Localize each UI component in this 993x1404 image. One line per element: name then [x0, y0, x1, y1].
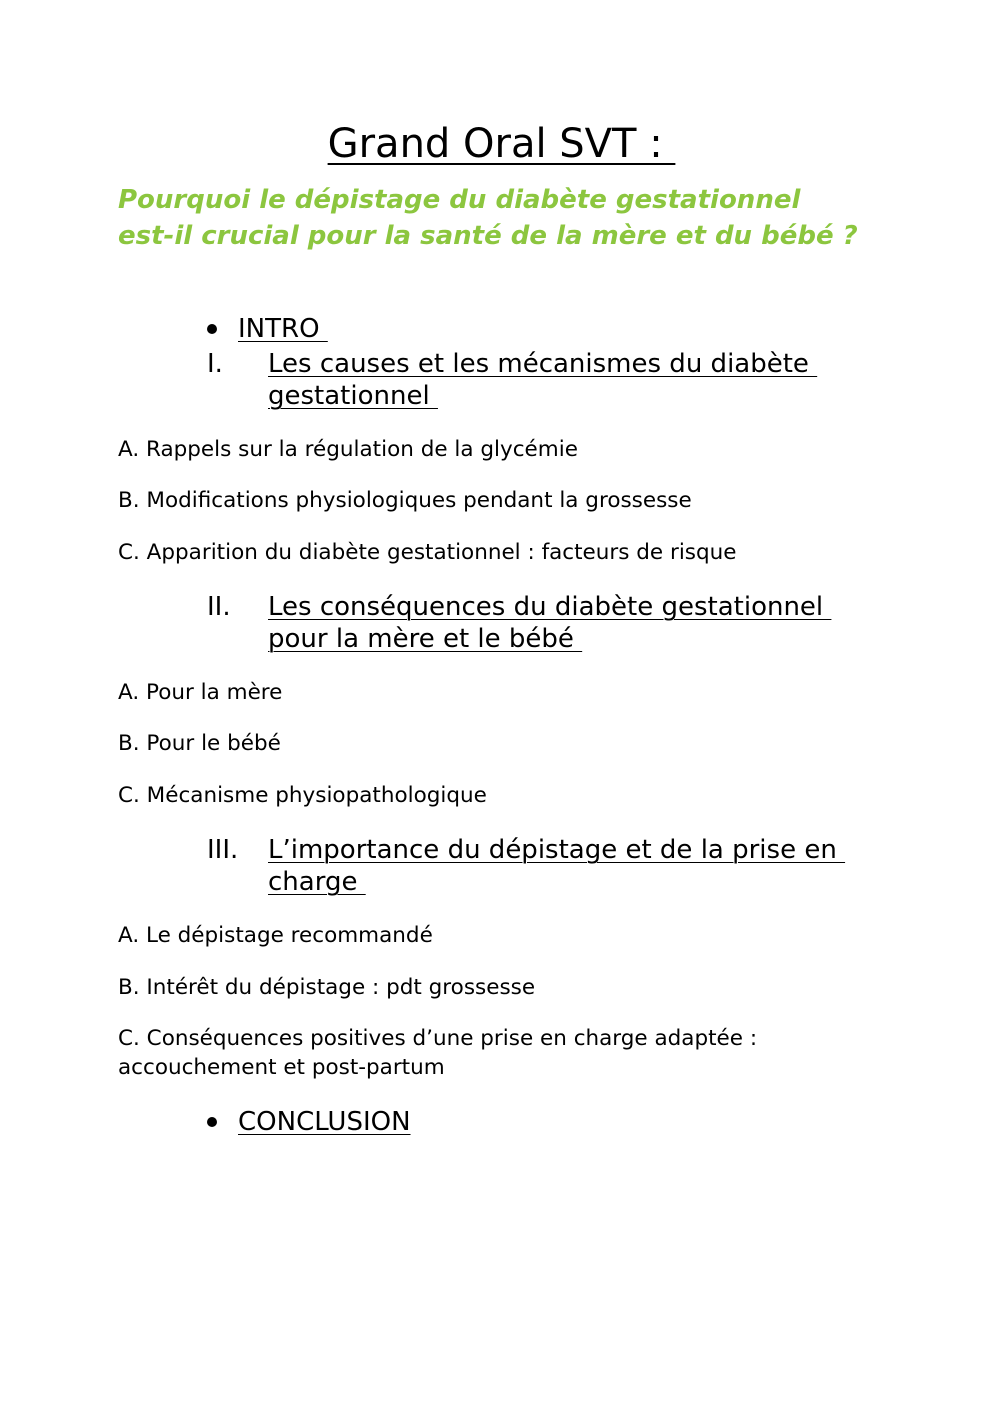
part-3-numeral: III. — [207, 835, 239, 865]
part-3-item-c-continued: accouchement et post-partum — [118, 1055, 445, 1080]
problematique-line-2: est-il crucial pour la santé de la mère et du bébé ? — [118, 221, 858, 251]
part-3-item-c: C. Conséquences positives d’une prise en charge adaptée : — [118, 1026, 758, 1051]
part-1-heading-line-2: gestationnel — [268, 381, 438, 411]
part-2-item-a: A. Pour la mère — [118, 680, 283, 705]
part-3-item-a: A. Le dépistage recommandé — [118, 923, 433, 948]
part-1-item-a: A. Rappels sur la régulation de la glycémie — [118, 437, 578, 462]
part-2-item-c: C. Mécanisme physiopathologique — [118, 783, 487, 808]
conclusion-heading: CONCLUSION — [238, 1107, 411, 1137]
part-1-numeral: I. — [207, 349, 223, 379]
part-3-heading-line-1: L’importance du dépistage et de la prise en — [268, 835, 846, 865]
problematique-line-1: Pourquoi le dépistage du diabète gestationnel — [118, 185, 801, 215]
part-3-heading-line-2: charge — [268, 867, 366, 897]
document-title: Grand Oral SVT : — [327, 121, 676, 167]
part-2-numeral: II. — [207, 592, 231, 622]
bullet-icon — [207, 1117, 217, 1127]
part-1-item-c: C. Apparition du diabète gestationnel : facteurs de risque — [118, 540, 737, 565]
intro-heading: INTRO — [238, 314, 328, 344]
part-2-heading-line-1: Les conséquences du diabète gestationnel — [268, 592, 832, 622]
part-2-heading-line-2: pour la mère et le bébé — [268, 624, 583, 654]
part-1-heading-line-1: Les causes et les mécanismes du diabète — [268, 349, 818, 379]
part-3-item-b: B. Intérêt du dépistage : pdt grossesse — [118, 975, 536, 1000]
bullet-icon — [207, 324, 217, 334]
part-2-item-b: B. Pour le bébé — [118, 731, 281, 756]
part-1-item-b: B. Modifications physiologiques pendant la grossesse — [118, 488, 692, 513]
